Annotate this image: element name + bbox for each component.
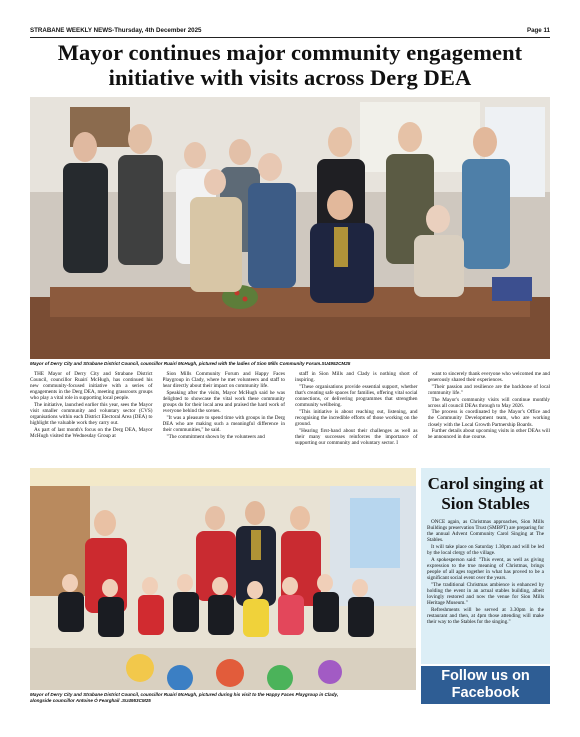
- paragraph: ONCE again, as Christmas approaches, Sion Mills Buildings preservation Trust (SMBPT) are preparing for the annual Advent Community Carol Singing at The Stables.: [427, 519, 544, 544]
- paragraph: THE Mayor of Derry City and Strabane District Council, councillor Ruairí McHugh, has continued his new community-focused initiative with a series of engagements in the Derg DEA, meeting grassroots groups who play a vital role in supporting local people.: [30, 371, 153, 402]
- paragraph: "These organisations provide essential support, whether that's creating safe spaces for families, offering vital social connections, or delivering programmes that strengthen community wellbeing.: [295, 383, 418, 409]
- article-body: [30, 371, 550, 465]
- paragraph: "This initiative is about reaching out, listening, and recognising the incredible efforts of those working on the ground.: [295, 408, 418, 427]
- photo-mayor-happy-faces-playgroup: [30, 468, 416, 690]
- paragraph: It will take place on Saturday 1.30pm and will be led by the local clergy of the village.: [427, 543, 544, 557]
- follow-line-2: Facebook: [451, 685, 520, 701]
- paragraph: want to sincerely thank everyone who welcomed me and generously shared their experiences.: [427, 371, 550, 384]
- article-column-4: [428, 371, 551, 465]
- sidebar-title: Carol singing at Sion Stables: [427, 474, 544, 513]
- sidebar-story: [421, 519, 550, 625]
- photo-caption-forum: Mayor of Derry City and Strabane District Council, councillor Ruairí McHugh, pictured with the ladies of Sion Mills Community Forum.SU4952CM25: [30, 361, 351, 366]
- photo-caption-line: Mayor of Derry City and Strabane District Council, councillor Ruairí McHugh, pictured during his visit to the Happy Faces Playgroup in Clady,: [30, 692, 339, 697]
- paragraph: "It was a pleasure to spend time with groups in the Derg DEA who are making such a meaningful difference in their communities," he said.: [162, 414, 285, 434]
- article-column-1: [30, 371, 153, 465]
- photo-caption-playgroup: [30, 692, 416, 704]
- paragraph: "The commitment shown by the volunteers and: [166, 433, 265, 440]
- paragraph: Speaking after the visits, Mayor McHugh said he was delighted to showcase the vital work these community groups do for their local area and praised the hard work of everyone behind the scenes.: [162, 389, 285, 415]
- photo-caption-line: alongside councillor Antoine Ó Fearghail .SU4953CM25: [30, 698, 151, 703]
- paragraph: "Their passion and resilience are the backbone of local community life.": [427, 383, 550, 396]
- article-column-2: [163, 371, 286, 465]
- paragraph: As part of last month's focus on the Derg DEA, Mayor McHugh visited the Wednesday Group at: [30, 427, 153, 440]
- paragraph: Refreshments will be served at 3.30pm in the restaurant and then, at 4pm those attending will make their way to the Stables for the singing.": [427, 606, 544, 625]
- photo-mayor-sion-mills-forum: [30, 97, 550, 359]
- paragraph: "Hearing first-hand about their challenges as well as their many successes reinforces the importance of supporting our community and voluntary sector. I: [295, 427, 418, 446]
- follow-facebook-banner[interactable]: [421, 666, 550, 704]
- paragraph: The Mayor's community visits will continue monthly across all council DEAs through to May 2026.: [427, 396, 550, 409]
- paragraph: Sion Mills Community Forum and Happy Faces Playgroup in Clady, where he met volunteers and staff to hear directly about their impact on community life.: [162, 371, 285, 390]
- page-number: Page 11: [526, 27, 550, 34]
- article-column-3: [295, 371, 418, 465]
- sidebar-carol-singing: [421, 468, 550, 664]
- paragraph: The process is coordinated by the Mayor's Office and the Community Development team, who are working closely with the Local Growth Partnership Boards.: [427, 409, 550, 428]
- paragraph: The initiative, launched earlier this year, sees the Mayor visit smaller community and voluntary sector (CVS) organisations within each District Electoral Area (DEA) to highlight the valuable work they carry out.: [30, 402, 153, 427]
- masthead-paper-date: STRABANE WEEKLY NEWS-Thursday, 4th December 2025: [30, 27, 202, 34]
- masthead: [30, 26, 550, 38]
- headline: Mayor continues major community engagement initiative with visits across Derg DEA: [57, 40, 523, 90]
- follow-line-1: Follow us on: [441, 668, 530, 684]
- paragraph: staff in Sion Mills and Clady is nothing short of inspiring.: [295, 371, 418, 384]
- paragraph: "The traditional Christmas ambience is enhanced by holding the event in an actual stables building, albeit lovingly restored and now the venue for Sion Mills Heritage Museum.": [427, 581, 544, 606]
- paragraph: A spokesperson said: "This event, as well as giving expression to the true meaning of Christmas, brings people of all ages together in what has proved to be a significant social event over the years.: [427, 556, 544, 582]
- paragraph: Further details about upcoming visits in other DEAs will be announced in due course.: [427, 428, 550, 441]
